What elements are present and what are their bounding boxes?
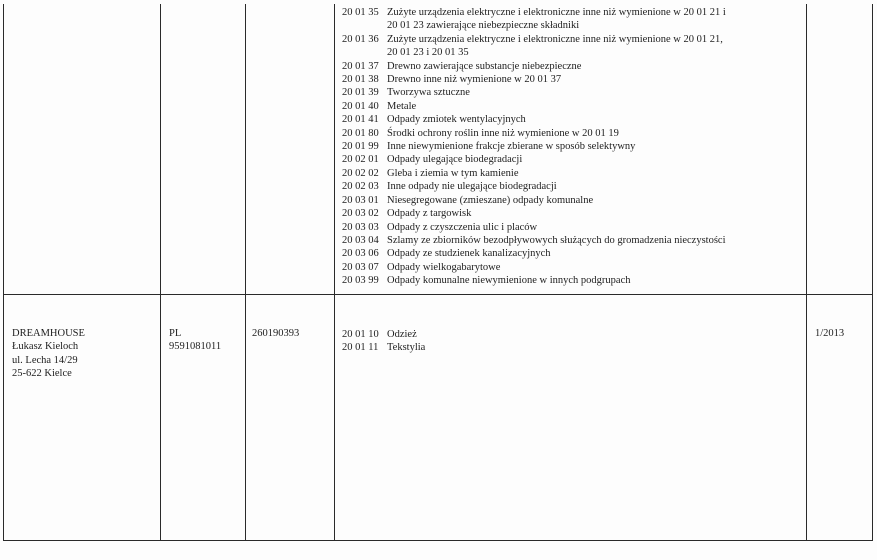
waste-description-line: Odzież: [387, 329, 417, 340]
waste-code: 20 02 01: [342, 154, 379, 166]
waste-description-line: Odpady komunalne niewymienione w innych podgrupach: [387, 275, 631, 287]
waste-description: [387, 234, 817, 247]
company-name: DREAMHOUSE: [12, 328, 85, 339]
nip-number: 9591081011: [169, 341, 222, 353]
entry-waste-code-list: [342, 328, 817, 355]
waste-code: 20 01 41: [342, 114, 379, 126]
waste-code: 20 03 99: [342, 275, 379, 287]
waste-description-line: Zużyte urządzenia elektryczne i elektroniczne inne niż wymienione w 20 01 21 i: [387, 7, 726, 18]
waste-code-row: [342, 86, 817, 99]
entry-number-cell: [815, 327, 844, 340]
waste-description: [387, 194, 817, 207]
waste-description-line: Odpady wielkogabarytowe: [387, 261, 501, 273]
waste-description-line: Inne niewymienione frakcje zbierane w sposób selektywny: [387, 141, 636, 153]
previous-waste-code-list: [342, 6, 817, 288]
waste-code: 20 01 35: [342, 7, 379, 18]
waste-description: [387, 207, 817, 220]
waste-code: 20 02 03: [342, 181, 379, 193]
waste-code: 20 01 40: [342, 100, 379, 112]
nip-cell: [169, 327, 221, 354]
waste-description: [387, 140, 817, 153]
waste-code: 20 03 02: [342, 208, 379, 220]
waste-code-row: [342, 33, 817, 60]
table-border-left: [3, 4, 4, 540]
waste-description-line: Zużyte urządzenia elektryczne i elektroniczne inne niż wymienione w 20 01 21,: [387, 33, 723, 45]
company-city: 25-622 Kielce: [12, 368, 72, 380]
waste-description: [387, 274, 817, 287]
waste-code: 20 01 38: [342, 74, 379, 86]
waste-description-line: 20 01 23 i 20 01 35: [387, 47, 469, 59]
waste-description: [387, 341, 817, 354]
table-border-right: [872, 4, 873, 540]
waste-description: [387, 328, 817, 341]
waste-code-row: [342, 180, 817, 193]
waste-code: 20 01 10: [342, 329, 379, 340]
waste-description: [387, 6, 817, 33]
waste-description: [387, 153, 817, 166]
waste-code: 20 03 01: [342, 194, 379, 206]
waste-description-line: Inne odpady nie ulegające biodegradacji: [387, 181, 557, 193]
waste-description: [387, 73, 817, 86]
waste-description-line: Niesegregowane (zmieszane) odpady komunalne: [387, 194, 594, 206]
waste-code: 20 03 06: [342, 248, 379, 260]
company-cell: [12, 327, 85, 381]
row-divider: [3, 294, 873, 295]
company-street: ul. Lecha 14/29: [12, 354, 78, 366]
waste-code: 20 01 80: [342, 127, 379, 139]
column-divider-2: [245, 4, 246, 540]
waste-description: [387, 127, 817, 140]
waste-description-line: Odpady ulegające biodegradacji: [387, 154, 523, 166]
waste-description-line: Odpady zmiotek wentylacyjnych: [387, 114, 526, 126]
waste-code-row: [342, 100, 817, 113]
waste-code-row: [342, 261, 817, 274]
waste-description: [387, 60, 817, 73]
waste-code-row: [342, 127, 817, 140]
waste-description-line: Drewno inne niż wymienione w 20 01 37: [387, 74, 562, 86]
waste-code-row: [342, 328, 817, 341]
waste-code-row: [342, 207, 817, 220]
waste-code-row: [342, 234, 817, 247]
waste-description: [387, 100, 817, 113]
waste-description: [387, 221, 817, 234]
waste-description-line: Szlamy ze zbiorników bezodpływowych służących do gromadzenia nieczystości: [387, 234, 726, 246]
waste-code: 20 01 36: [342, 33, 379, 45]
waste-code-row: [342, 6, 817, 33]
nip-prefix: PL: [169, 328, 182, 339]
waste-code: 20 01 11: [342, 342, 379, 354]
waste-code: 20 01 37: [342, 60, 379, 72]
waste-code-row: [342, 153, 817, 166]
waste-code-row: [342, 167, 817, 180]
regon-number: 260190393: [252, 328, 300, 339]
waste-code: 20 03 04: [342, 234, 379, 246]
waste-description: [387, 247, 817, 260]
waste-code-row: [342, 341, 817, 354]
waste-code-row: [342, 221, 817, 234]
table-border-bottom: [3, 540, 873, 541]
waste-description-line: 20 01 23 zawierające niebezpieczne składniki: [387, 20, 580, 32]
waste-description-line: Odpady z czyszczenia ulic i placów: [387, 221, 538, 233]
waste-description-line: Drewno zawierające substancje niebezpieczne: [387, 60, 582, 72]
column-divider-3: [334, 4, 335, 540]
waste-code-row: [342, 140, 817, 153]
waste-description: [387, 113, 817, 126]
waste-description-line: Tworzywa sztuczne: [387, 87, 470, 99]
waste-description: [387, 167, 817, 180]
waste-description: [387, 86, 817, 99]
waste-code-row: [342, 194, 817, 207]
waste-description-line: Odpady z targowisk: [387, 208, 472, 220]
waste-code: 20 03 07: [342, 261, 379, 273]
column-divider-1: [160, 4, 161, 540]
waste-description: [387, 261, 817, 274]
waste-code-row: [342, 60, 817, 73]
waste-code-row: [342, 113, 817, 126]
waste-code-row: [342, 274, 817, 287]
waste-description-line: Środki ochrony roślin inne niż wymienione w 20 01 19: [387, 127, 619, 139]
company-owner: Łukasz Kieloch: [12, 341, 79, 353]
waste-description: [387, 180, 817, 193]
entry-number: 1/2013: [815, 328, 845, 339]
waste-code: 20 03 03: [342, 221, 379, 233]
waste-code-row: [342, 247, 817, 260]
waste-description-line: Tekstylia: [387, 342, 426, 354]
waste-description-line: Metale: [387, 100, 417, 112]
regon-cell: [252, 327, 299, 340]
waste-description-line: Gleba i ziemia w tym kamienie: [387, 167, 519, 179]
waste-code-row: [342, 73, 817, 86]
waste-code: 20 02 02: [342, 167, 379, 179]
waste-description: [387, 33, 817, 60]
waste-code: 20 01 39: [342, 87, 379, 99]
waste-code: 20 01 99: [342, 141, 379, 153]
waste-description-line: Odpady ze studzienek kanalizacyjnych: [387, 248, 551, 260]
